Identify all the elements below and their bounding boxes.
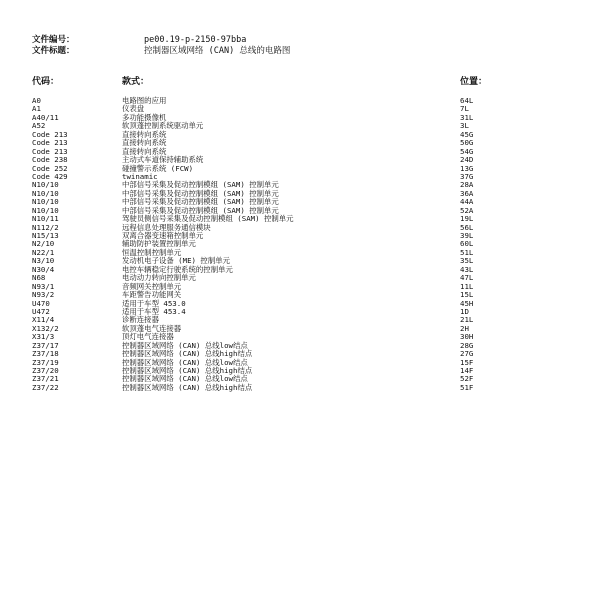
item-description: 直接转向系统 bbox=[122, 146, 167, 156]
item-description: twinamic bbox=[122, 171, 158, 181]
list-item bbox=[32, 165, 492, 173]
item-position: 35L bbox=[460, 256, 474, 266]
item-position: 54G bbox=[460, 146, 474, 156]
item-position: 14F bbox=[460, 366, 474, 375]
item-position: 64L bbox=[460, 96, 474, 105]
list-item bbox=[32, 384, 492, 392]
column-header-code: 代码： bbox=[32, 77, 60, 87]
item-description: 控制器区域网络 (CAN) 总线low结点 bbox=[122, 374, 248, 384]
item-description: 诊断连接器 bbox=[122, 315, 159, 325]
item-position: 43L bbox=[460, 264, 474, 274]
item-position: 44A bbox=[460, 197, 474, 207]
item-description: 仪表盘 bbox=[122, 104, 145, 114]
list-item bbox=[32, 156, 492, 164]
item-code: N10/10 bbox=[32, 180, 59, 190]
item-position: 19L bbox=[460, 214, 474, 224]
item-code: N10/10 bbox=[32, 188, 59, 198]
item-code: A40/11 bbox=[32, 112, 59, 122]
list-item bbox=[32, 333, 492, 341]
item-description: 控制器区域网络 (CAN) 总线high结点 bbox=[122, 382, 253, 392]
doc-number-label: 文件编号： bbox=[32, 35, 75, 45]
item-code: U472 bbox=[32, 306, 50, 316]
list-item bbox=[32, 283, 492, 291]
list-item bbox=[32, 249, 492, 257]
item-position: 7L bbox=[460, 104, 469, 114]
item-position: 11L bbox=[460, 281, 474, 291]
item-position: 28G bbox=[460, 340, 474, 350]
item-position: 51L bbox=[460, 247, 474, 257]
item-description: 主动式车道保持辅助系统 bbox=[122, 155, 204, 165]
item-code: N2/10 bbox=[32, 239, 55, 249]
item-position: 21L bbox=[460, 315, 474, 325]
item-position: 28A bbox=[460, 180, 474, 190]
item-code: Code 213 bbox=[32, 138, 68, 148]
item-code: N10/10 bbox=[32, 197, 59, 207]
item-code: N10/10 bbox=[32, 205, 59, 215]
list-item bbox=[32, 308, 492, 316]
item-code: N15/13 bbox=[32, 231, 59, 240]
item-description: 适用于车型 453.4 bbox=[122, 306, 186, 316]
item-description: 驾驶员侧信号采集及促动控制模组 (SAM) 控制单元 bbox=[122, 214, 294, 224]
item-code: N10/11 bbox=[32, 214, 59, 224]
item-code: N93/1 bbox=[32, 281, 55, 291]
item-description: 中部信号采集及促动控制模组 (SAM) 控制单元 bbox=[122, 197, 279, 207]
list-item bbox=[32, 375, 492, 383]
item-position: 37G bbox=[460, 171, 474, 181]
item-code: A1 bbox=[32, 104, 41, 114]
list-item bbox=[32, 215, 492, 223]
list-item bbox=[32, 131, 492, 139]
item-description: 中部信号采集及促动控制模组 (SAM) 控制单元 bbox=[122, 180, 279, 190]
column-header-pos: 位置： bbox=[460, 77, 488, 87]
item-description: 控制器区域网络 (CAN) 总线low结点 bbox=[122, 340, 248, 350]
list-item bbox=[32, 325, 492, 333]
column-header-desc: 款式： bbox=[122, 77, 150, 87]
item-description: 控制器区域网络 (CAN) 总线low结点 bbox=[122, 357, 248, 367]
list-item bbox=[32, 342, 492, 350]
item-code: Code 238 bbox=[32, 155, 68, 165]
item-position: 31L bbox=[460, 112, 474, 122]
item-position: 47L bbox=[460, 273, 474, 283]
list-item bbox=[32, 105, 492, 113]
list-item bbox=[32, 224, 492, 232]
list-item bbox=[32, 367, 492, 375]
item-code: X11/4 bbox=[32, 315, 55, 325]
item-code: Code 252 bbox=[32, 163, 68, 173]
item-description: 多功能摄像机 bbox=[122, 112, 167, 122]
item-position: 3L bbox=[460, 121, 469, 131]
item-position: 45H bbox=[460, 298, 474, 308]
component-list bbox=[32, 97, 492, 392]
doc-number-value: pe00.19-p-2150-97bba bbox=[144, 35, 247, 45]
list-item bbox=[32, 300, 492, 308]
list-item bbox=[32, 240, 492, 248]
item-position: 52F bbox=[460, 374, 474, 384]
item-description: 辅助防护装置控制单元 bbox=[122, 239, 196, 249]
item-description: 顶灯电气连接器 bbox=[122, 332, 174, 342]
item-position: 56L bbox=[460, 222, 474, 232]
item-description: 直接转向系统 bbox=[122, 129, 167, 139]
item-description: 中部信号采集及促动控制模组 (SAM) 控制单元 bbox=[122, 205, 279, 215]
doc-title-label: 文件标题： bbox=[32, 46, 75, 56]
item-position: 1D bbox=[460, 306, 469, 316]
item-code: N93/2 bbox=[32, 290, 55, 300]
item-description: 音频网关控制单元 bbox=[122, 281, 182, 291]
item-code: Code 213 bbox=[32, 146, 68, 156]
item-position: 52A bbox=[460, 205, 474, 215]
item-code: X31/3 bbox=[32, 332, 55, 342]
item-description: 恒温控制控制单元 bbox=[122, 247, 182, 257]
item-description: 软顶蓬控制系统驱动单元 bbox=[122, 121, 204, 131]
list-item bbox=[32, 266, 492, 274]
item-code: Z37/20 bbox=[32, 366, 59, 375]
item-position: 39L bbox=[460, 231, 474, 240]
item-description: 车距警告功能网关 bbox=[122, 290, 182, 300]
item-description: 发动机电子设备 (ME) 控制单元 bbox=[122, 256, 230, 266]
item-code: Z37/17 bbox=[32, 340, 59, 350]
item-code: A0 bbox=[32, 96, 41, 105]
item-code: X132/2 bbox=[32, 323, 59, 333]
item-code: Z37/22 bbox=[32, 382, 59, 392]
item-code: N68 bbox=[32, 273, 46, 283]
item-code: Z37/21 bbox=[32, 374, 59, 384]
list-item bbox=[32, 97, 492, 105]
item-description: 碰撞警示系统 (FCW) bbox=[122, 163, 194, 173]
item-position: 51F bbox=[460, 382, 474, 392]
item-code: N3/10 bbox=[32, 256, 55, 266]
item-description: 电动动力转向控制单元 bbox=[122, 273, 196, 283]
item-position: 45G bbox=[460, 129, 474, 139]
list-item bbox=[32, 274, 492, 282]
item-position: 36A bbox=[460, 188, 474, 198]
item-description: 控制器区域网络 (CAN) 总线high结点 bbox=[122, 349, 253, 359]
item-code: Z37/18 bbox=[32, 349, 59, 359]
doc-title-value: 控制器区域网络 (CAN) 总线的电路图 bbox=[144, 46, 291, 56]
list-item bbox=[32, 148, 492, 156]
item-position: 24D bbox=[460, 155, 474, 165]
list-item bbox=[32, 359, 492, 367]
item-code: Code 429 bbox=[32, 171, 68, 181]
item-position: 13G bbox=[460, 163, 474, 173]
item-code: Z37/19 bbox=[32, 357, 59, 367]
item-code: N30/4 bbox=[32, 264, 55, 274]
list-item bbox=[32, 139, 492, 147]
item-description: 双离合器变速箱控制单元 bbox=[122, 231, 204, 240]
item-description: 电控车辆稳定行驶系统的控制单元 bbox=[122, 264, 233, 274]
item-code: U470 bbox=[32, 298, 50, 308]
item-description: 直接转向系统 bbox=[122, 138, 167, 148]
item-position: 15F bbox=[460, 357, 474, 367]
item-code: N112/2 bbox=[32, 222, 59, 232]
item-position: 50G bbox=[460, 138, 474, 148]
list-item bbox=[32, 122, 492, 130]
item-code: N22/1 bbox=[32, 247, 55, 257]
item-position: 30H bbox=[460, 332, 474, 342]
item-description: 适用于车型 453.0 bbox=[122, 298, 186, 308]
item-position: 15L bbox=[460, 290, 474, 300]
item-position: 27G bbox=[460, 349, 474, 359]
item-description: 电路图的应用 bbox=[122, 96, 167, 105]
item-description: 软顶蓬电气连接器 bbox=[122, 323, 182, 333]
item-code: Code 213 bbox=[32, 129, 68, 139]
item-description: 控制器区域网络 (CAN) 总线high结点 bbox=[122, 366, 253, 375]
item-code: A52 bbox=[32, 121, 46, 131]
item-description: 中部信号采集及促动控制模组 (SAM) 控制单元 bbox=[122, 188, 279, 198]
list-item bbox=[32, 350, 492, 358]
list-item bbox=[32, 257, 492, 265]
item-description: 远程信息处理服务通信模块 bbox=[122, 222, 211, 232]
list-item bbox=[32, 232, 492, 240]
item-position: 2H bbox=[460, 323, 469, 333]
list-item bbox=[32, 316, 492, 324]
list-item bbox=[32, 291, 492, 299]
list-item bbox=[32, 114, 492, 122]
item-position: 60L bbox=[460, 239, 474, 249]
